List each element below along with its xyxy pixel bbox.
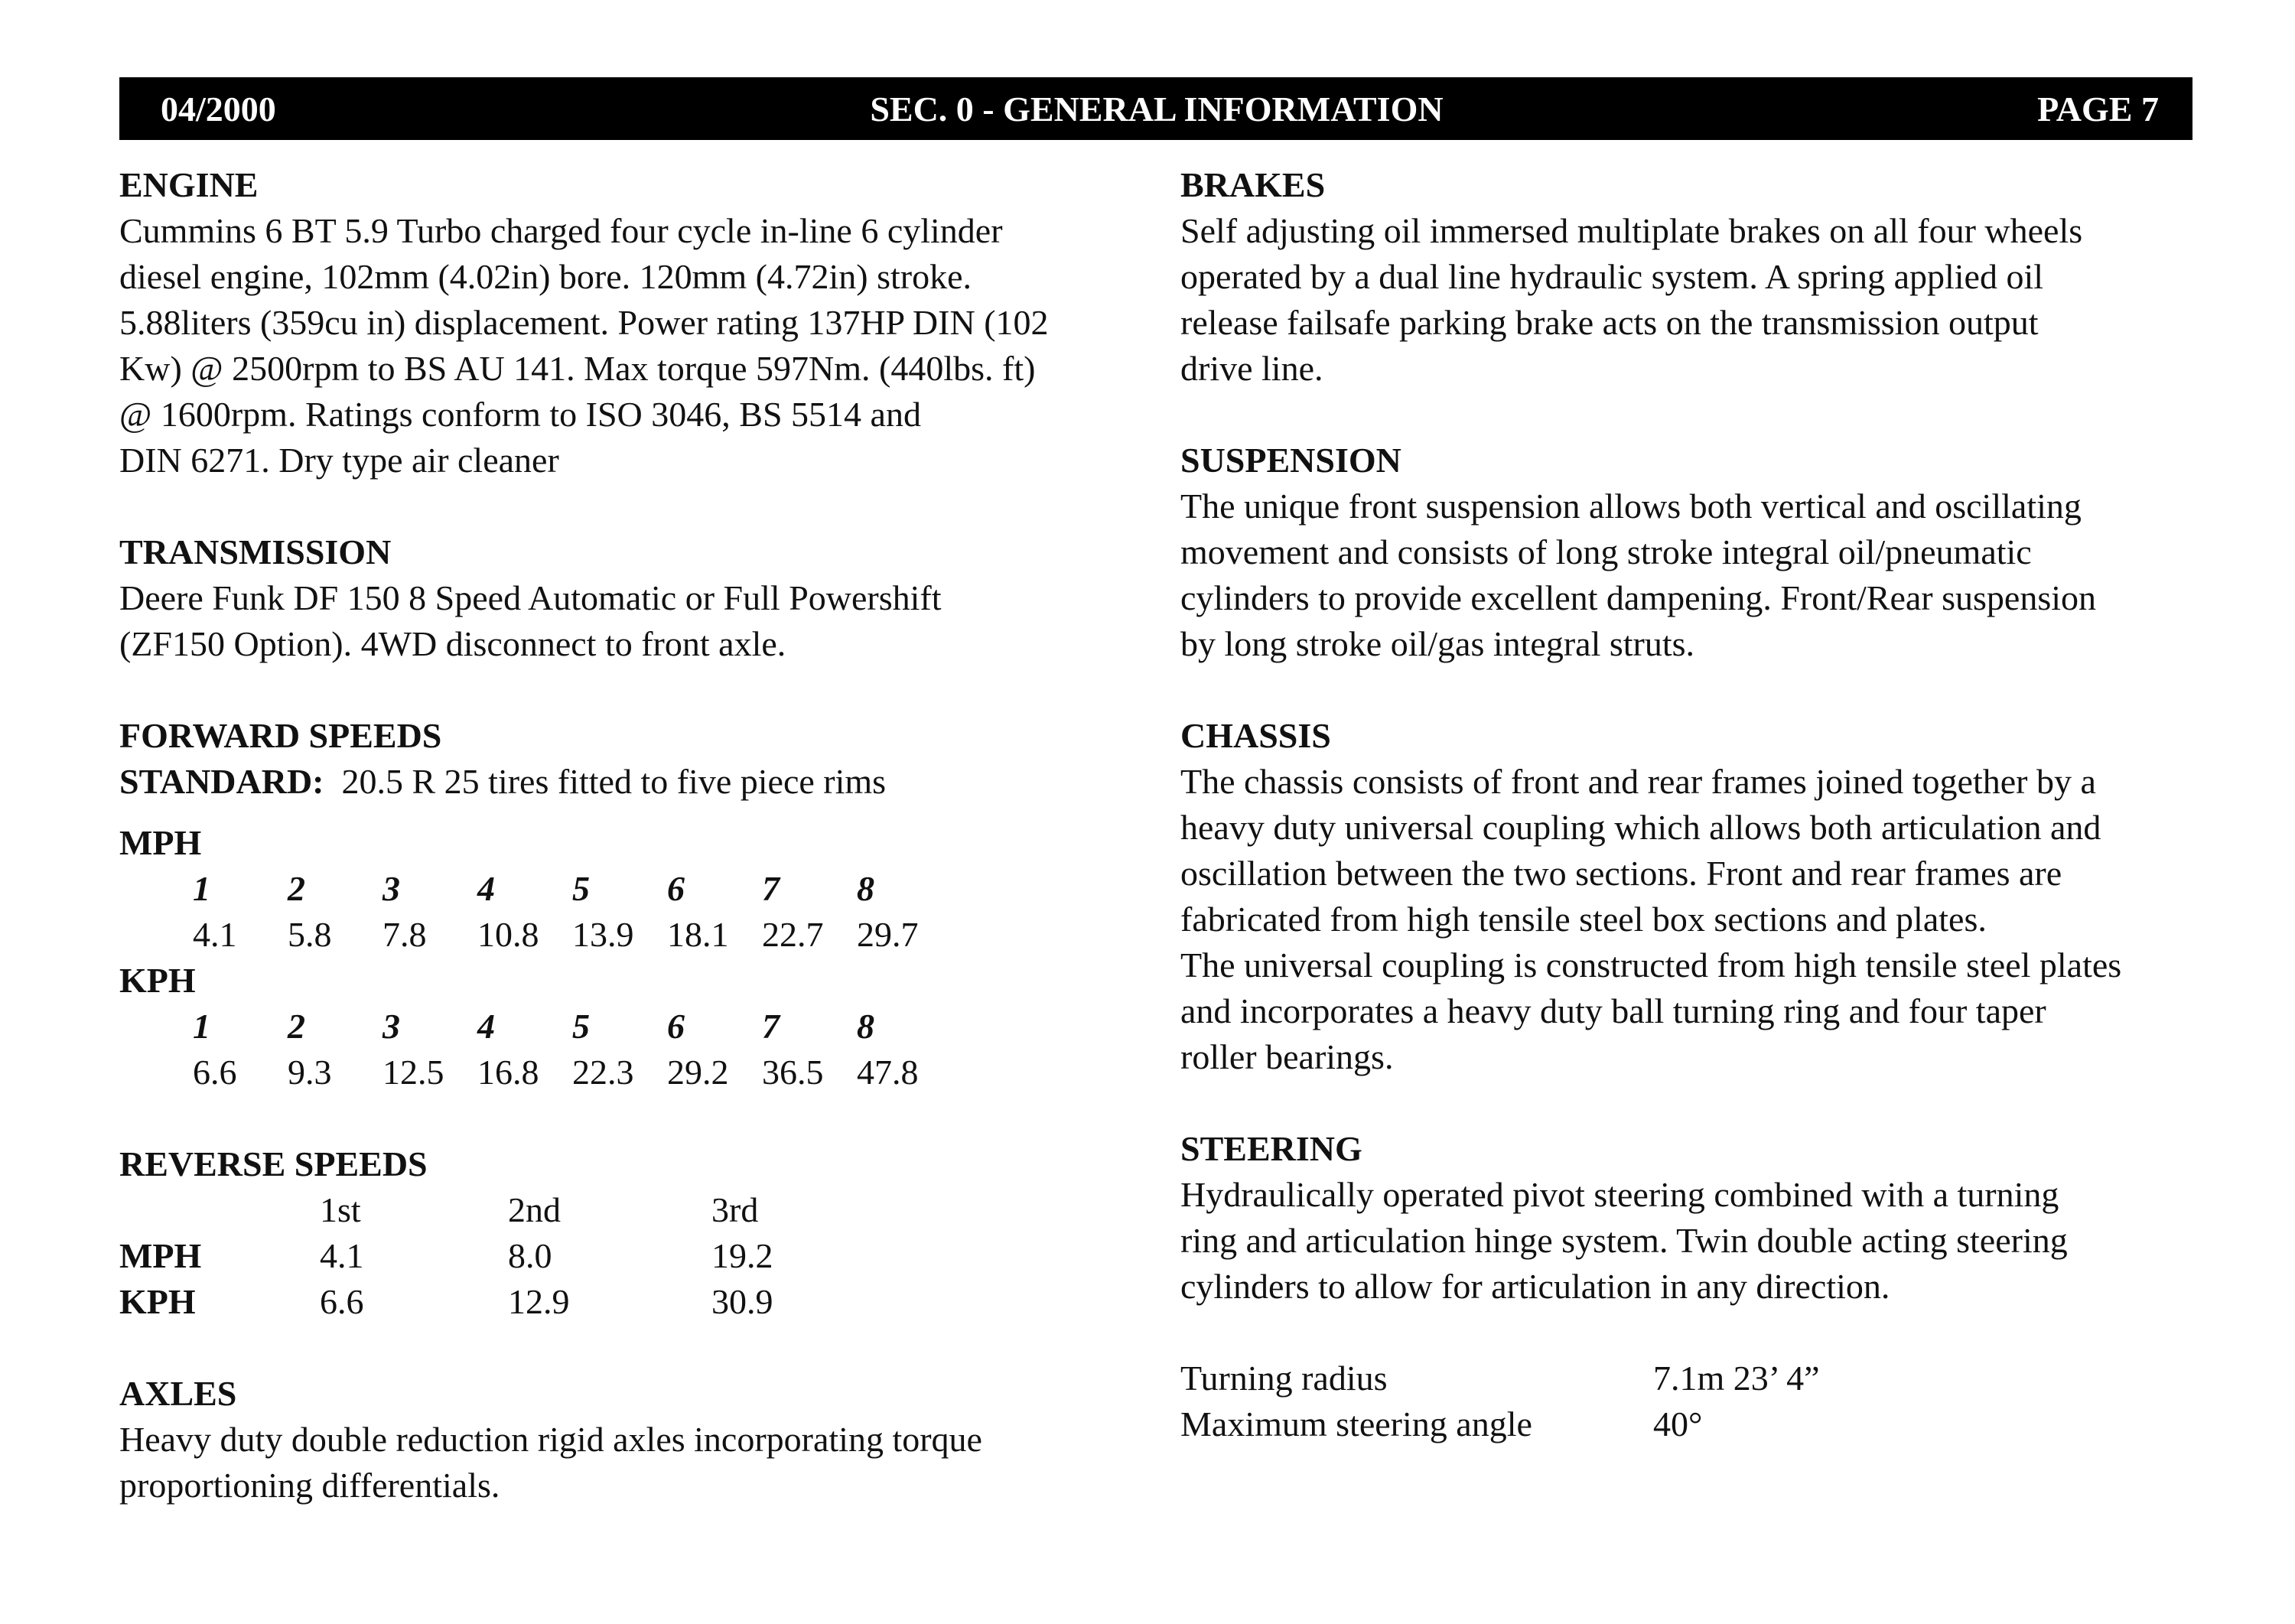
suspension-line: by long stroke oil/gas integral struts. — [1180, 624, 1695, 663]
transmission-line: (ZF150 Option). 4WD disconnect to front axle. — [119, 624, 786, 663]
header-date: 04/2000 — [161, 89, 276, 129]
forward-mph-label: MPH — [119, 823, 202, 862]
gear-number: 7 — [762, 1007, 780, 1046]
axles-text — [119, 1417, 1144, 1508]
engine-line: 5.88liters (359cu in) displacement. Power rating 137HP DIN (102 — [119, 303, 1049, 342]
engine-line: DIN 6271. Dry type air cleaner — [119, 441, 559, 480]
gear-number: 6 — [667, 869, 685, 908]
chassis-text — [1180, 759, 2205, 1080]
kph-value: 9.3 — [288, 1053, 332, 1092]
standard-tires-line — [119, 759, 1144, 805]
forward-speeds-section — [119, 713, 1144, 1095]
reverse-value: 19.2 — [711, 1236, 773, 1275]
gear-row — [193, 1004, 949, 1050]
reverse-value: 6.6 — [320, 1282, 364, 1321]
chassis-line: and incorporates a heavy duty ball turning ring and four taper — [1180, 991, 2046, 1030]
brakes-line: drive line. — [1180, 349, 1323, 388]
gear-number: 3 — [382, 1007, 400, 1046]
suspension-heading: SUSPENSION — [1180, 441, 1401, 480]
reverse-column-header: 1st — [320, 1190, 361, 1229]
mph-value: 10.8 — [477, 915, 539, 954]
gear-number: 5 — [572, 1007, 590, 1046]
reverse-speeds-section — [119, 1141, 1144, 1325]
reverse-column-header: 2nd — [508, 1190, 561, 1229]
gear-number: 8 — [857, 1007, 874, 1046]
gear-number: 8 — [857, 869, 874, 908]
mph-value: 4.1 — [193, 915, 237, 954]
gear-row — [193, 866, 949, 912]
steering-specs-table — [1180, 1356, 1820, 1447]
right-column — [1180, 162, 2205, 1447]
reverse-mph-row — [119, 1233, 773, 1279]
gear-number: 4 — [477, 869, 495, 908]
transmission-line: Deere Funk DF 150 8 Speed Automatic or Full Powershift — [119, 578, 942, 617]
forward-kph-table — [193, 1004, 949, 1095]
spec-label: Maximum steering angle — [1180, 1404, 1532, 1443]
gear-number: 5 — [572, 869, 590, 908]
reverse-header-row — [119, 1187, 773, 1233]
forward-mph-table — [193, 866, 949, 958]
gear-number: 3 — [382, 869, 400, 908]
mph-value: 29.7 — [857, 915, 919, 954]
spec-row — [1180, 1401, 1820, 1447]
header-page-number: PAGE 7 — [2037, 89, 2159, 129]
left-column — [119, 162, 1144, 1554]
gear-number: 4 — [477, 1007, 495, 1046]
reverse-kph-row — [119, 1279, 773, 1325]
suspension-text — [1180, 483, 2205, 667]
spec-value: 7.1m 23’ 4” — [1653, 1359, 1820, 1398]
reverse-column-header: 3rd — [711, 1190, 759, 1229]
gear-number: 1 — [193, 869, 210, 908]
transmission-text — [119, 575, 1144, 667]
brakes-line: Self adjusting oil immersed multiplate brakes on all four wheels — [1180, 211, 2083, 250]
mph-value: 18.1 — [667, 915, 729, 954]
chassis-line: roller bearings. — [1180, 1037, 1394, 1076]
engine-heading: ENGINE — [119, 165, 259, 204]
steering-heading: STEERING — [1180, 1129, 1362, 1168]
header-title: SEC. 0 - GENERAL INFORMATION — [870, 89, 1444, 129]
brakes-line: operated by a dual line hydraulic system. A spring applied oil — [1180, 257, 2044, 296]
transmission-heading: TRANSMISSION — [119, 532, 392, 571]
kph-value: 12.5 — [382, 1053, 444, 1092]
mph-value: 22.7 — [762, 915, 824, 954]
mph-values-row — [193, 912, 949, 958]
engine-text — [119, 208, 1144, 483]
engine-line: diesel engine, 102mm (4.02in) bore. 120mm (4.72in) stroke. — [119, 257, 972, 296]
brakes-heading: BRAKES — [1180, 165, 1326, 204]
reverse-value: 30.9 — [711, 1282, 773, 1321]
chassis-line: fabricated from high tensile steel box sections and plates. — [1180, 900, 1987, 939]
gear-number: 2 — [288, 1007, 305, 1046]
gear-number: 6 — [667, 1007, 685, 1046]
kph-value: 6.6 — [193, 1053, 237, 1092]
engine-line: Kw) @ 2500rpm to BS AU 141. Max torque 597Nm. (440lbs. ft) — [119, 349, 1036, 388]
gear-number: 1 — [193, 1007, 210, 1046]
mph-value: 13.9 — [572, 915, 634, 954]
chassis-section — [1180, 713, 2205, 1080]
steering-line: ring and articulation hinge system. Twin double acting steering — [1180, 1221, 2068, 1260]
kph-values-row — [193, 1050, 949, 1095]
kph-value: 36.5 — [762, 1053, 824, 1092]
brakes-text — [1180, 208, 2205, 392]
chassis-line: oscillation between the two sections. Front and rear frames are — [1180, 854, 2062, 893]
forward-speeds-heading: FORWARD SPEEDS — [119, 716, 442, 755]
kph-value: 29.2 — [667, 1053, 729, 1092]
axles-section — [119, 1371, 1144, 1508]
standard-label: STANDARD: — [119, 762, 324, 801]
reverse-speeds-heading: REVERSE SPEEDS — [119, 1144, 428, 1183]
reverse-value: 12.9 — [508, 1282, 570, 1321]
reverse-row-label: KPH — [119, 1282, 196, 1321]
suspension-line: movement and consists of long stroke integral oil/pneumatic — [1180, 532, 2032, 571]
axles-line: proportioning differentials. — [119, 1466, 500, 1505]
kph-value: 16.8 — [477, 1053, 539, 1092]
reverse-speeds-table — [119, 1187, 773, 1325]
chassis-line: The chassis consists of front and rear frames joined together by a — [1180, 762, 2096, 801]
suspension-line: cylinders to provide excellent dampening. Front/Rear suspension — [1180, 578, 2097, 617]
chassis-heading: CHASSIS — [1180, 716, 1331, 755]
gear-number: 2 — [288, 869, 305, 908]
engine-section — [119, 162, 1144, 483]
transmission-section — [119, 529, 1144, 667]
steering-text — [1180, 1172, 2205, 1310]
steering-line: Hydraulically operated pivot steering combined with a turning — [1180, 1175, 2059, 1214]
engine-line: Cummins 6 BT 5.9 Turbo charged four cycle in-line 6 cylinder — [119, 211, 1003, 250]
kph-value: 47.8 — [857, 1053, 919, 1092]
page-header — [119, 77, 2192, 140]
axles-heading: AXLES — [119, 1374, 237, 1413]
spec-row — [1180, 1356, 1820, 1401]
mph-value: 5.8 — [288, 915, 332, 954]
spec-value: 40° — [1653, 1404, 1703, 1443]
standard-text: 20.5 R 25 tires fitted to five piece rims — [341, 762, 887, 801]
chassis-line: heavy duty universal coupling which allows both articulation and — [1180, 808, 2101, 847]
chassis-line: The universal coupling is constructed from high tensile steel plates — [1180, 945, 2122, 984]
brakes-line: release failsafe parking brake acts on the transmission output — [1180, 303, 2039, 342]
gear-number: 7 — [762, 869, 780, 908]
reverse-value: 8.0 — [508, 1236, 552, 1275]
steering-section — [1180, 1126, 2205, 1310]
suspension-line: The unique front suspension allows both vertical and oscillating — [1180, 487, 2082, 526]
forward-kph-label: KPH — [119, 961, 196, 1000]
spec-label: Turning radius — [1180, 1359, 1388, 1398]
steering-line: cylinders to allow for articulation in any direction. — [1180, 1267, 1890, 1306]
reverse-value: 4.1 — [320, 1236, 364, 1275]
engine-line: @ 1600rpm. Ratings conform to ISO 3046, BS 5514 and — [119, 395, 921, 434]
mph-value: 7.8 — [382, 915, 427, 954]
reverse-row-label: MPH — [119, 1236, 202, 1275]
suspension-section — [1180, 438, 2205, 667]
axles-line: Heavy duty double reduction rigid axles incorporating torque — [119, 1420, 982, 1459]
reverse-corner-cell — [119, 1187, 320, 1233]
brakes-section — [1180, 162, 2205, 392]
kph-value: 22.3 — [572, 1053, 634, 1092]
